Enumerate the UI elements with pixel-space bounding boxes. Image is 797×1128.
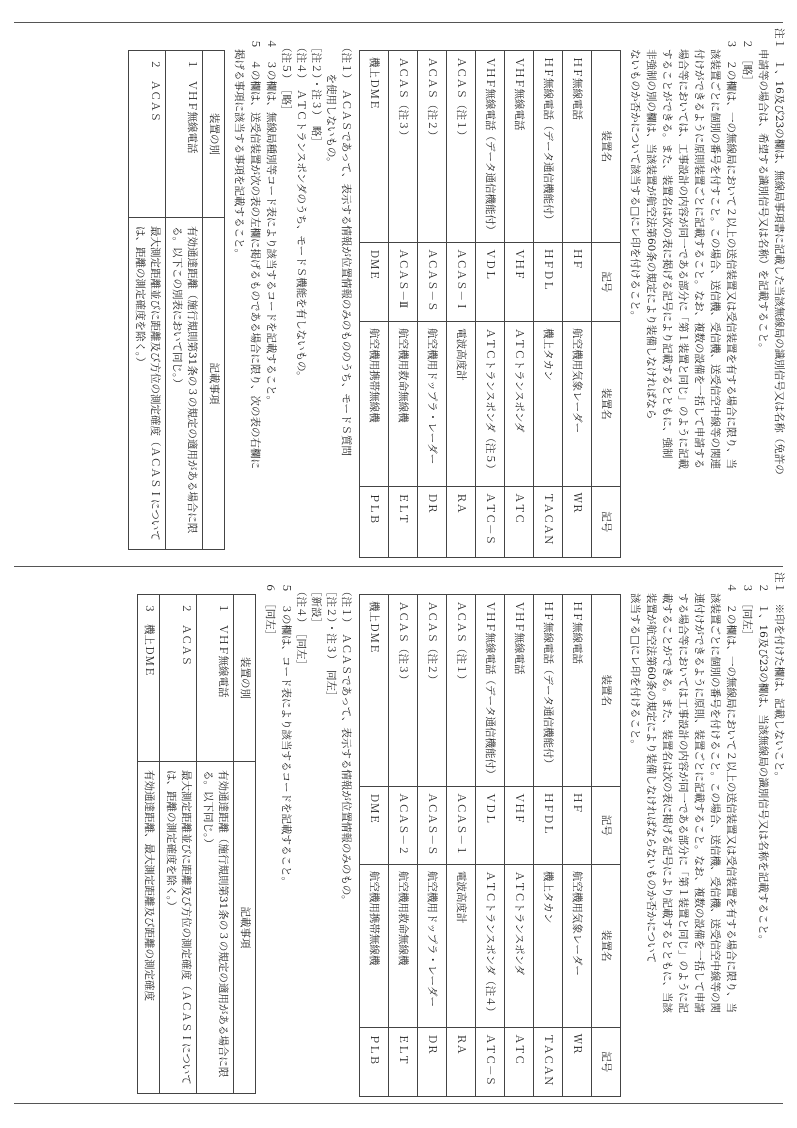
table-cell: ＶＤＬ	[476, 786, 505, 864]
panel-new-content	[26, 572, 786, 1097]
table-row	[505, 51, 534, 558]
table-cell: ＤＭＥ	[360, 786, 389, 864]
old-notes	[627, 28, 786, 558]
old-detail-table	[128, 50, 225, 550]
table-cell: ＲＡ	[447, 1027, 476, 1096]
note-line: ５ ４の欄は、送受信装置が次の表の左欄に掲げるものである場合に限り、次の表の右欄に	[249, 28, 261, 469]
table-cell: 電波高度計	[447, 322, 476, 486]
table-cell: ＡＣＡＳ（注１）	[447, 51, 476, 243]
table-cell: ＴＡＣＡＮ	[534, 1027, 563, 1096]
note-line: 掲げる事項に該当する事項を記載すること。	[233, 28, 245, 259]
table-cell: 航空機用気象レーダー	[563, 864, 592, 1027]
table-cell: ＴＡＣＡＮ	[534, 486, 563, 557]
col-symbol: 記号	[592, 486, 621, 557]
table-cell: ＤＲ	[418, 1027, 447, 1096]
new-detail-table	[137, 594, 256, 1094]
table-cell: ＡＴＣトランスポンダ	[505, 864, 534, 1027]
detail-row	[160, 595, 197, 1094]
table-cell: ＡＣＡＳ－Ｉ	[447, 242, 476, 322]
table-cell: 航空機用携帯無線機	[360, 864, 389, 1027]
note-line: ４ ３の欄は、無線局種別等コード表により該当するコードを記載すること。	[265, 28, 277, 406]
detail-row	[138, 595, 160, 1094]
table-row	[534, 51, 563, 558]
table-cell: ＡＣＡＳ－１	[447, 786, 476, 864]
bottom-rule	[14, 1103, 783, 1104]
col-details: 記載事項	[234, 762, 256, 1094]
table-cell: ＥＬＴ	[389, 486, 418, 557]
table-cell: ＲＡ	[447, 486, 476, 557]
table-cell: ２ ＡＣＡＳ	[160, 595, 197, 762]
table-row	[476, 51, 505, 558]
table-row	[563, 595, 592, 1097]
note-line: 装置が航空法第60条の規定により装備しなければならないものか否かについて	[645, 572, 657, 964]
panel-new	[0, 568, 797, 1100]
table-row	[447, 51, 476, 558]
old-sub-notes	[278, 28, 353, 558]
table-row	[447, 595, 476, 1097]
table-header-row	[203, 51, 225, 550]
table-row	[418, 595, 447, 1097]
note-line: 非強制の別の欄は、当該装置が航空法第60条の規定により装備しなければなら	[645, 28, 657, 420]
table-cell: ＨＦ	[563, 786, 592, 864]
table-cell: 最大測定距離並びに距離及び方位の測定確度（ＡＣＡＳＩについては、距離の測定確度を除く。）	[160, 762, 197, 1094]
table-cell: ＷＲ	[563, 486, 592, 557]
table-cell: ＨＦ無線電話	[563, 595, 592, 787]
table-cell: ＡＣＡＳ－Ｓ	[418, 786, 447, 864]
table-cell: ＥＬＴ	[389, 1027, 418, 1096]
table-cell: ＡＣＡＳ（注１）	[447, 595, 476, 787]
col-symbol: 記号	[592, 1027, 621, 1096]
col-device-name: 装置名	[592, 595, 621, 787]
table-header-row	[234, 595, 256, 1094]
table-cell: 有効通達距離（施行規則第31条の３の規定の適用がある場合に限る。以下同じ。）	[197, 762, 234, 1094]
table-cell: ＡＣＡＳ（注２）	[418, 595, 447, 787]
table-row	[563, 51, 592, 558]
note-line: することができる。また、装置名は次の表に掲げる記号により記載するとともに、強制	[661, 28, 673, 459]
col-symbol: 記号	[592, 242, 621, 322]
col-device-type: 装置の別	[234, 595, 256, 762]
note-line: ないものか否かについて該当する□にレ印を付けること。	[629, 28, 641, 322]
table-row	[476, 595, 505, 1097]
table-cell: ＰＬＢ	[360, 1027, 389, 1096]
middle-rule	[14, 566, 783, 567]
note-line: 注１ ※印を付けた欄は、記載しないこと。	[773, 572, 785, 782]
note-line: ５ ３の欄は、コード表により該当するコードを記載すること。	[280, 572, 292, 887]
old-device-table	[359, 50, 621, 558]
table-cell: 最大測定距離並びに距離及び方位の測定確度（ＡＣＡＳＩについては、距離の測定確度を除く。）	[129, 218, 166, 550]
new-notes	[627, 572, 786, 1097]
table-cell: ＨＦ	[563, 242, 592, 322]
table-cell: 電波高度計	[447, 864, 476, 1027]
table-cell: ＡＴＣトランスポンダ（注５）	[476, 322, 505, 486]
table-cell: １ ＶＨＦ無線電話	[197, 595, 234, 762]
table-cell: 有効通達距離（施行規則第31条の３の規定の適用がある場合に限る。以下この別表において同じ。）	[166, 218, 203, 550]
new-sub-notes	[293, 572, 353, 1097]
note-line: 注１ １、16及び23の欄は、無線局事項書に記載した当該無線局の識別信号又は名称（免許の	[773, 28, 785, 475]
table-cell: ＤＭＥ	[360, 242, 389, 322]
table-cell: ＨＦ無線電話	[563, 51, 592, 243]
table-cell: ２ ＡＣＡＳ	[129, 51, 166, 218]
sub-note: ［注２）・注３） 同左］	[325, 586, 337, 702]
table-header-row	[592, 51, 621, 558]
table-row	[418, 51, 447, 558]
table-row	[534, 595, 563, 1097]
table-cell: 機上タカン	[534, 322, 563, 486]
note-line: 場合等においては、工事設計の内容が同一である部分に「第１装置と同じ」のように記載	[677, 28, 689, 469]
table-cell: ＡＴＣ	[505, 1027, 534, 1096]
table-row	[360, 51, 389, 558]
note-line: 該装置ごとに個別の番号を付けること。この場合、送信機、受信機、送受信空中線等の関	[709, 572, 721, 1013]
table-cell: 航空機用救命無線機	[389, 322, 418, 486]
note-line: ４ ２の欄は、一の無線局において２以上の送信装置又は受信装置を有する場合に限り、当	[725, 572, 737, 1013]
note-line: ３ ２の欄は、一の無線局において２以上の送信装置又は受信装置を有する場合に限り、当	[725, 28, 737, 469]
table-cell: 航空機用携帯無線機	[360, 322, 389, 486]
sub-note: を使用しないもの。	[325, 42, 337, 168]
table-cell: ＶＨＦ	[505, 786, 534, 864]
old-notes-2	[231, 28, 278, 558]
table-cell: ＶＨＦ無線電話	[505, 595, 534, 787]
table-cell: 機上ＤＭＥ	[360, 51, 389, 243]
new-device-table	[359, 594, 621, 1097]
new-notes-2	[262, 572, 293, 1097]
col-device-name: 装置名	[592, 864, 621, 1027]
table-cell: 航空機用救命無線機	[389, 864, 418, 1027]
table-cell: ＡＣＡＳ－２	[389, 786, 418, 864]
table-cell: ＡＣＡＳ（注３）	[389, 595, 418, 787]
sub-note: （注４） ＡＴＣトランスポンダのうち、モードＳ機能を有しないもの。	[295, 42, 307, 382]
note-line: ６ ［同左］	[264, 572, 276, 641]
table-cell: ＡＴＣトランスポンダ	[505, 322, 534, 486]
table-header-row	[592, 595, 621, 1097]
note-line: 付けができるように原則装置ごとに記載すること。なお、複数の設備を一括して申請する	[693, 28, 705, 469]
detail-row	[129, 51, 166, 550]
table-cell: ＰＬＢ	[360, 486, 389, 557]
panel-old	[0, 24, 797, 564]
table-cell: ＨＦＤＬ	[534, 242, 563, 322]
table-row	[389, 595, 418, 1097]
detail-row	[166, 51, 203, 550]
sub-note: （注４） ［同左］	[295, 586, 307, 670]
col-device-name: 装置名	[592, 322, 621, 486]
table-cell: 有効通達距離、最大測定距離及び距離の測定確度	[138, 762, 160, 1094]
table-cell: ＶＤＬ	[476, 242, 505, 322]
table-cell: ３ 機上ＤＭＥ	[138, 595, 160, 762]
table-cell: ＡＴＣ－Ｓ	[476, 486, 505, 557]
panel-old-content	[26, 28, 786, 558]
top-rule	[14, 22, 783, 23]
table-row	[360, 595, 389, 1097]
table-cell: ＡＴＣ－Ｓ	[476, 1027, 505, 1096]
table-cell: ＡＣＡＳ（注２）	[418, 51, 447, 243]
table-row	[505, 595, 534, 1097]
note-line: する場合等においては工事設計の内容が同一である部分に「第１装置と同じ」のように記	[677, 572, 689, 1013]
table-row	[389, 51, 418, 558]
detail-row	[197, 595, 234, 1094]
table-cell: 航空機用ドップラ・レーダー	[418, 322, 447, 486]
table-cell: ＨＦ無線電話（データ通信機能付）	[534, 51, 563, 243]
note-line: 該装置ごとに個別の番号を付すこと。この場合、送信機、受信機、送受信空中線等の関連	[709, 28, 721, 469]
note-line: ２ １、16及び23の欄は、当該無線局の識別信号又は名称を記載すること。	[757, 572, 769, 946]
note-line: ２ ［略］	[741, 28, 753, 86]
sub-note: ［注２）・注３） 略］	[310, 42, 322, 147]
note-line: 載することができる。また、装置名は次の表に掲げる記号により記載するとともに、当該	[661, 572, 673, 1013]
sub-note: （注５） ［略］	[280, 42, 292, 116]
table-cell: 機上ＤＭＥ	[360, 595, 389, 787]
table-cell: ＶＨＦ無線電話（データ通信機能付）	[476, 51, 505, 243]
table-cell: ＨＦＤＬ	[534, 786, 563, 864]
table-cell: ＡＴＣ	[505, 486, 534, 557]
col-device-type: 装置の別	[203, 51, 225, 218]
col-details: 記載事項	[203, 218, 225, 550]
col-symbol: 記号	[592, 786, 621, 864]
table-cell: ＷＲ	[563, 1027, 592, 1096]
note-line: ３ ［同左］	[741, 572, 753, 641]
table-cell: ＶＨＦ	[505, 242, 534, 322]
table-cell: ＡＴＣトランスポンダ（注４）	[476, 864, 505, 1027]
table-cell: ＡＣＡＳ－Ⅱ	[389, 242, 418, 322]
table-cell: ＡＣＡＳ（注３）	[389, 51, 418, 243]
table-cell: 航空機用ドップラ・レーダー	[418, 864, 447, 1027]
table-cell: ＡＣＡＳ－Ｓ	[418, 242, 447, 322]
note-line: 申請等の場合は、希望する識別信号又は名称）を記載すること。	[757, 28, 769, 354]
table-cell: ＤＲ	[418, 486, 447, 557]
note-line: 該当する□にレ印を付けること。	[629, 572, 641, 750]
col-device-name: 装置名	[592, 51, 621, 243]
sub-note: （注１） ＡＣＡＳであって、表示する情報が位置情報のみのもの。	[340, 586, 352, 906]
table-cell: 機上タカン	[534, 864, 563, 1027]
table-cell: ＶＨＦ無線電話	[505, 51, 534, 243]
table-cell: １ ＶＨＦ無線電話	[166, 51, 203, 218]
sub-note: ［新設］	[310, 586, 322, 628]
table-cell: ＨＦ無線電話（データ通信機能付）	[534, 595, 563, 787]
table-cell: 航空機用気象レーダー	[563, 322, 592, 486]
table-cell: ＶＨＦ無線電話（データ通信機能付）	[476, 595, 505, 787]
sub-note: （注１） ＡＣＡＳであって、表示する情報が位置情報のみのもののうち、モードＳ質問	[340, 42, 352, 457]
note-line: 連付けができるように原則、装置ごとに記載すること。なお、複数の設備を一括して申請	[693, 572, 705, 1013]
